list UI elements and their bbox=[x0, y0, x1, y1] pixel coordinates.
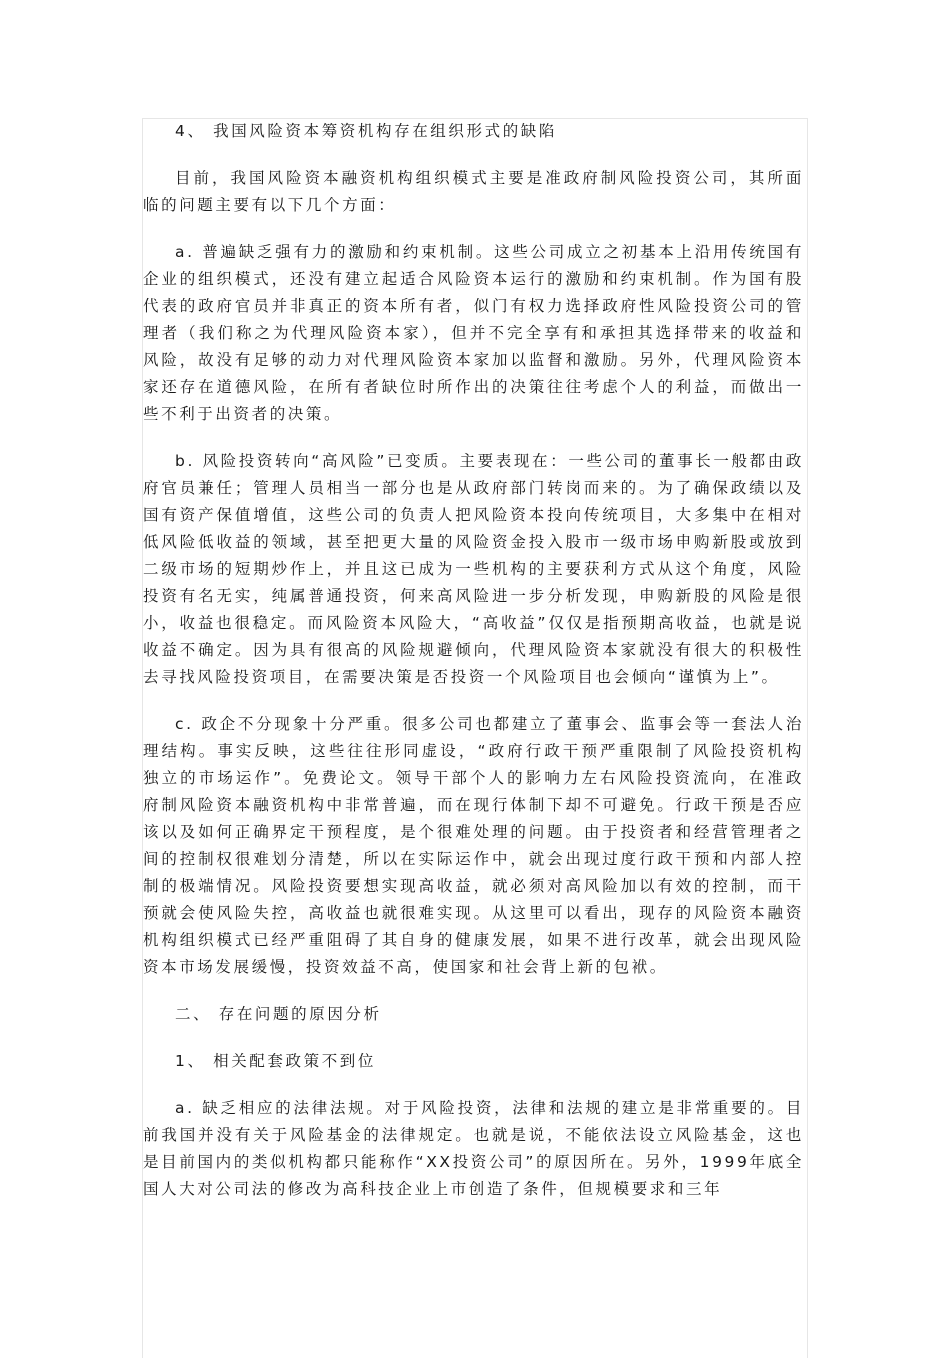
intro-paragraph: 目前，我国风险资本融资机构组织模式主要是准政府制风险投资公司，其所面临的问题主要有以下几个方面： bbox=[143, 169, 804, 214]
paragraph-b-risk: b. 风险投资转向“高风险”已变质。主要表现在：一些公司的董事长一般都由政府官员兼任；管理人员相当一部分也是从政府部门转岗而来的。为了确保政绩以及国有资产保值增值，这些公司的负责人把风险资本投向传统项目，大多集中在相对低风险低收益的领域，甚至把更大量的风险资金投入股市一级市场申购新股或放到二级市场的短期炒作上，并且这已成为一些机构的主要获利方式从这个角度，风险投资有名无实，纯属普通投资，何来高风险进一步分析发现，申购新股的风险是很小，收益也很稳定。而风险资本风险大，“高收益”仅仅是指预期高收益，也就是说收益不确定。因为具有很高的风险规避倾向，代理风险资本家就没有很大的积极性去寻找风险投资项目，在需要决策是否投资一个风险项目也会倾向“谨慎为上”。 bbox=[143, 452, 804, 686]
paragraph-c-governance: c. 政企不分现象十分严重。很多公司也都建立了董事会、监事会等一套法人治理结构。事实反映，这些往往形同虚设，“政府行政干预严重限制了风险投资机构独立的市场运作”。免费论文。领导干部个人的影响力左右风险投资流向，在准政府制风险资本融资机构中非常普遍，而在现行体制下却不可避免。行政干预是否应该以及如何正确界定干预程度，是个很难处理的问题。由于投资者和经营管理者之间的控制权很难划分清楚，所以在实际运作中，就会出现过度行政干预和内部人控制的极端情况。风险投资要想实现高收益，就必须对高风险加以有效的控制，而干预就会使风险失控，高收益也就很难实现。从这里可以看出，现存的风险资本融资机构组织模式已经严重阻碍了其自身的健康发展，如果不进行改革，就会出现风险资本市场发展缓慢，投资效益不高，使国家和社会背上新的包袱。 bbox=[143, 715, 804, 976]
paragraph-a-laws: a. 缺乏相应的法律法规。对于风险投资，法律和法规的建立是非常重要的。目前我国并没有关于风险基金的法律规定。也就是说，不能依法设立风险基金，这也是目前国内的类似机构都只能称作“XX投资公司”的原因所在。另外，1999年底全国人大对公司法的修改为高科技企业上市创造了条件，但规模要求和三年 bbox=[143, 1099, 804, 1198]
section-heading-4: 4、 我国风险资本筹资机构存在组织形式的缺陷 bbox=[175, 122, 557, 140]
subsection-heading-1: 1、 相关配套政策不到位 bbox=[175, 1052, 376, 1070]
document-body bbox=[143, 118, 804, 1203]
paragraph-a-incentives: a. 普遍缺乏强有力的激励和约束机制。这些公司成立之初基本上沿用传统国有企业的组织模式，还没有建立起适合风险资本运行的激励和约束机制。作为国有股代表的政府官员并非真正的资本所有者，似门有权力选择政府性风险投资公司的管理者（我们称之为代理风险资本家），但并不完全享有和承担其选择带来的收益和风险，故没有足够的动力对代理风险资本家加以监督和激励。另外，代理风险资本家还存在道德风险，在所有者缺位时所作出的决策往往考虑个人的利益，而做出一些不利于出资者的决策。 bbox=[143, 243, 804, 423]
section-heading-2: 二、 存在问题的原因分析 bbox=[175, 1005, 382, 1023]
